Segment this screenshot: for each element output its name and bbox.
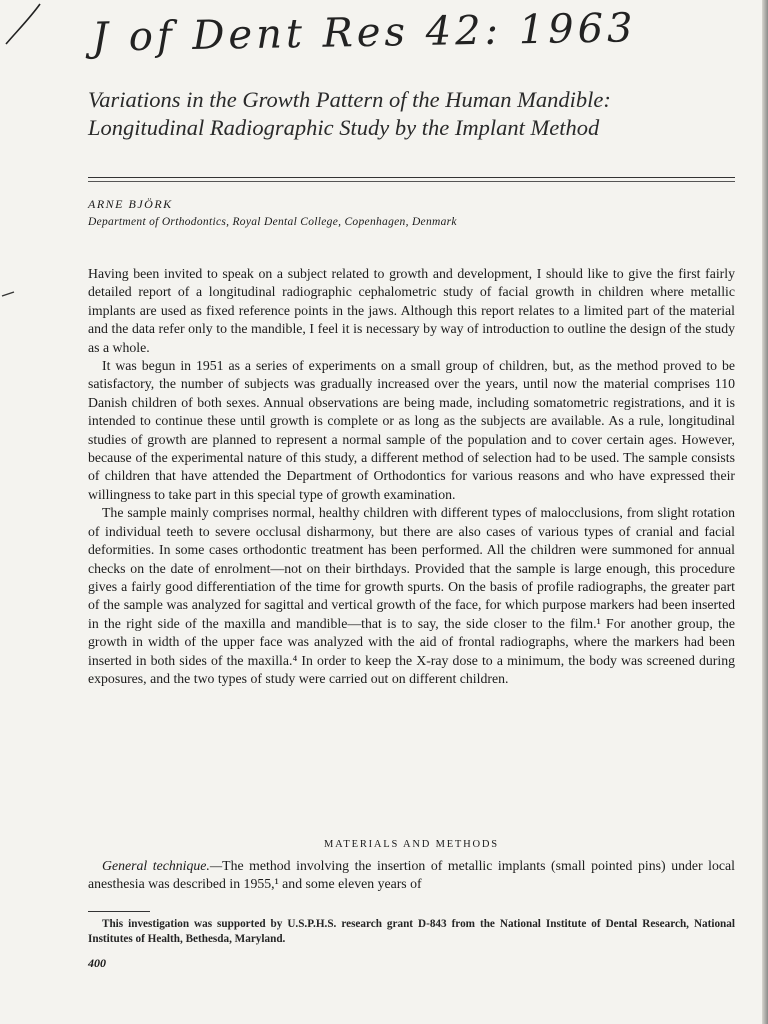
article-body: [88, 265, 735, 688]
subsection-text: The method involving the insertion of metallic implants (small pointed pins) under local anesthesia was described in 1955,¹ and some eleven years of: [88, 858, 735, 892]
title-rule-bottom: [88, 181, 735, 182]
footnote-rule: [88, 911, 150, 912]
subsection-paragraph: [88, 857, 735, 894]
handwritten-citation: J of Dent Res 42: 1963: [91, 5, 637, 61]
section-heading: MATERIALS AND METHODS: [324, 839, 499, 850]
page-edge-shadow: [762, 0, 768, 1024]
body-paragraph: It was begun in 1951 as a series of experiments on a small group of children, but, as the method proved to be satisfactory, the number of subjects was gradually increased over the years, until now the material comprises 110 Danish children of both sexes. Annual observations are being made, including somatometric registrations, and it is intended to continue these until growth is complete or as long as the subjects are available. As a rule, longitudinal studies of growth are planned to represent a normal sample of the population and to cover certain ages. However, because of the experimental nature of this study, a different method of selection had to be used. The sample consists of children that have attended the Department of Orthodontics for various reasons and who have expressed their willingness to take part in this special type of growth examination.: [88, 358, 735, 502]
margin-pen-stroke: [0, 0, 60, 320]
article-title: Variations in the Growth Pattern of the Human Mandible: Longitudinal Radiographic Study by the Implant Method: [88, 87, 611, 140]
page-number: 400: [88, 956, 106, 970]
subsection-runin-heading: General technique.—: [102, 858, 223, 873]
body-paragraph: Having been invited to speak on a subject related to growth and development, I should like to give the first fairly detailed report of a longitudinal radiographic cephalometric study of facial growth in children where metallic implants are used as fixed reference points in the jaws. Although this report relates to a limited part of the material and the data refer only to the mandible, I feel it is necessary by way of introduction to outline the design of the study as a whole.: [88, 266, 735, 355]
body-paragraph: The sample mainly comprises normal, healthy children with different types of malocclusions, from slight rotation of individual teeth to severe occlusal disharmony, but there are also cases of various types of cranial and facial deformities. In some cases orthodontic treatment has been performed. All the children were summoned for annual checks on the date of enrolment—not on their birthdays. Provided that the sample is large enough, this procedure gives a fairly good differentiation of the time for growth spurts. On the basis of profile radiographs, the greater part of the sample was analyzed for sagittal and vertical growth of the face, for which purpose markers had been inserted in the right side of the maxilla and mandible—that is to say, the side closer to the film.¹ For another group, the growth in width of the upper face was analyzed with the aid of frontal radiographs, where the markers had been inserted in both sides of the maxilla.⁴ In order to keep the X-ray dose to a minimum, the body was screened during exposures, and the two types of study were carried out on different children.: [88, 505, 735, 686]
funding-footnote: This investigation was supported by U.S.P.H.S. research grant D-843 from the National Institute of Dental Research, National Institutes of Health, Bethesda, Maryland.: [88, 918, 735, 945]
author-affiliation: Department of Orthodontics, Royal Dental College, Copenhagen, Denmark: [88, 216, 457, 228]
author-name: ARNE BJÖRK: [88, 197, 173, 211]
title-rule-top: [88, 177, 735, 178]
